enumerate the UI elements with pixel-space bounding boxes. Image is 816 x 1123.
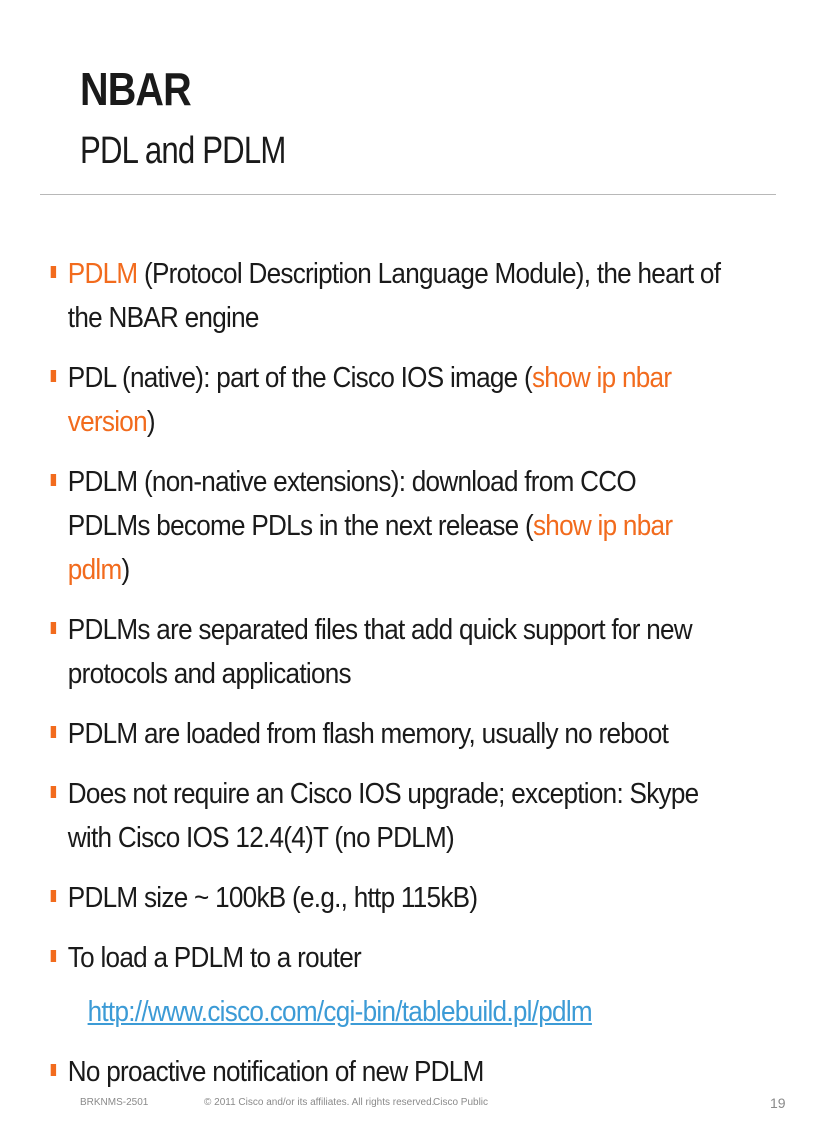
bullet-item — [48, 876, 714, 920]
bullet-text: Does not require an Cisco IOS upgrade; exception: Skype with Cisco IOS 12.4(4)T (no PDLM) — [67, 778, 699, 854]
bullet-icon — [51, 890, 56, 902]
bullet-text: PDLM are loaded from flash memory, usually no reboot — [67, 718, 669, 750]
bullet-icon — [51, 474, 56, 486]
bullet-text-end: ) — [146, 406, 155, 438]
command-text: show ip nbar version — [67, 362, 672, 438]
title-divider — [40, 194, 776, 195]
bullet-text: PDL (native): part of the Cisco IOS image ( — [67, 362, 532, 394]
bullet-item — [48, 936, 714, 1034]
bullet-item — [48, 252, 752, 340]
bullet-item — [48, 460, 714, 592]
bullet-item — [48, 1050, 714, 1094]
bullet-text-end: ) — [121, 554, 130, 586]
bullet-text: PDLMs become PDLs in the next release ( — [67, 510, 533, 542]
bullet-icon — [51, 726, 56, 738]
pdlm-download-link[interactable]: http://www.cisco.com/cgi-bin/tablebuild.pl/pdlm — [87, 996, 592, 1028]
slide-title: NBAR — [80, 63, 191, 115]
bullet-item — [48, 356, 714, 444]
bullet-item — [48, 608, 714, 696]
footer-classification: Cisco Public — [433, 1097, 489, 1108]
bullet-item — [48, 712, 714, 756]
bullet-item — [48, 772, 714, 860]
highlight-term: PDLM — [67, 258, 138, 290]
bullet-icon — [51, 370, 56, 382]
bullet-text: PDLMs are separated files that add quick support for new protocols and applications — [67, 614, 692, 690]
bullet-icon — [51, 266, 56, 278]
bullet-icon — [51, 622, 56, 634]
bullet-text: PDLM size ~ 100kB (e.g., http 115kB) — [67, 882, 478, 914]
slide-subtitle: PDL and PDLM — [80, 130, 286, 172]
bullet-text: No proactive notification of new PDLM — [67, 1056, 484, 1088]
bullet-list — [48, 252, 788, 1094]
footer-copyright: © 2011 Cisco and/or its affiliates. All rights reserved. — [204, 1097, 435, 1108]
bullet-icon — [51, 1064, 56, 1076]
bullet-text: To load a PDLM to a router — [67, 942, 362, 974]
page-number: 19 — [770, 1095, 786, 1111]
footer-session-id: BRKNMS-2501 — [80, 1097, 149, 1108]
bullet-text: (Protocol Description Language Module), the heart of the NBAR engine — [67, 258, 721, 334]
command-text: show ip nbar pdlm — [67, 510, 673, 586]
bullet-icon — [51, 786, 56, 798]
bullet-text-line1: PDLM (non-native extensions): download from CCO — [67, 466, 636, 498]
bullet-icon — [51, 950, 56, 962]
